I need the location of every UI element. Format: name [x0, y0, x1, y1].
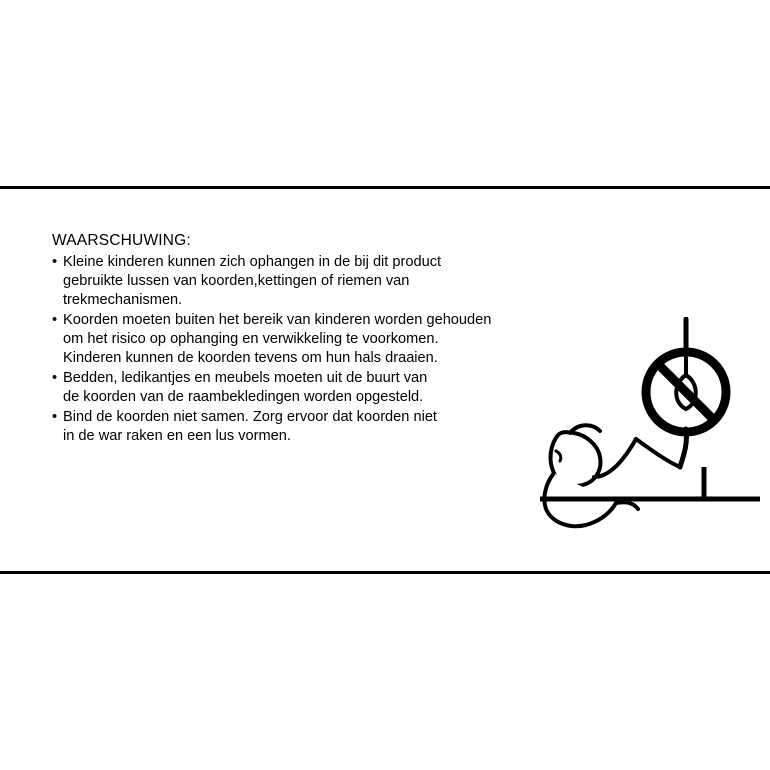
- warning-bullet-list: [52, 253, 612, 446]
- warning-line: om het risico op ophanging en verwikkeling te voorkomen.: [63, 331, 439, 348]
- warning-line: de koorden van de raambekledingen worden opgesteld.: [63, 388, 424, 405]
- warning-line: trekmechanismen.: [63, 292, 183, 309]
- warning-line: Koorden moeten buiten het bereik van kinderen worden gehouden: [63, 312, 492, 329]
- warning-line: Kleine kinderen kunnen zich ophangen in de bij dit product: [63, 254, 442, 271]
- warning-title: WAARSCHUWING:: [52, 232, 191, 249]
- bullet-dot-icon: •: [52, 254, 58, 271]
- warning-line: Kinderen kunnen de koorden tevens om hun hals draaien.: [63, 349, 438, 366]
- list-item: [52, 253, 612, 310]
- bullet-dot-icon: •: [52, 408, 58, 425]
- warning-line: Bedden, ledikantjes en meubels moeten uit de buurt van: [63, 369, 428, 386]
- list-item: [52, 408, 612, 446]
- bullet-dot-icon: •: [52, 312, 58, 329]
- warning-line: gebruikte lussen van koorden,kettingen of riemen van: [63, 273, 410, 290]
- warning-line: in de war raken en een lus vormen.: [63, 427, 291, 444]
- warning-line: Bind de koorden niet samen. Zorg ervoor dat koorden niet: [63, 408, 437, 425]
- warning-panel: [0, 186, 770, 574]
- list-item: [52, 311, 612, 368]
- list-item: [52, 369, 612, 407]
- bullet-dot-icon: •: [52, 369, 58, 386]
- child-cord-strangulation-prohibited-illustration: [540, 317, 760, 547]
- warning-text-block: [52, 231, 612, 447]
